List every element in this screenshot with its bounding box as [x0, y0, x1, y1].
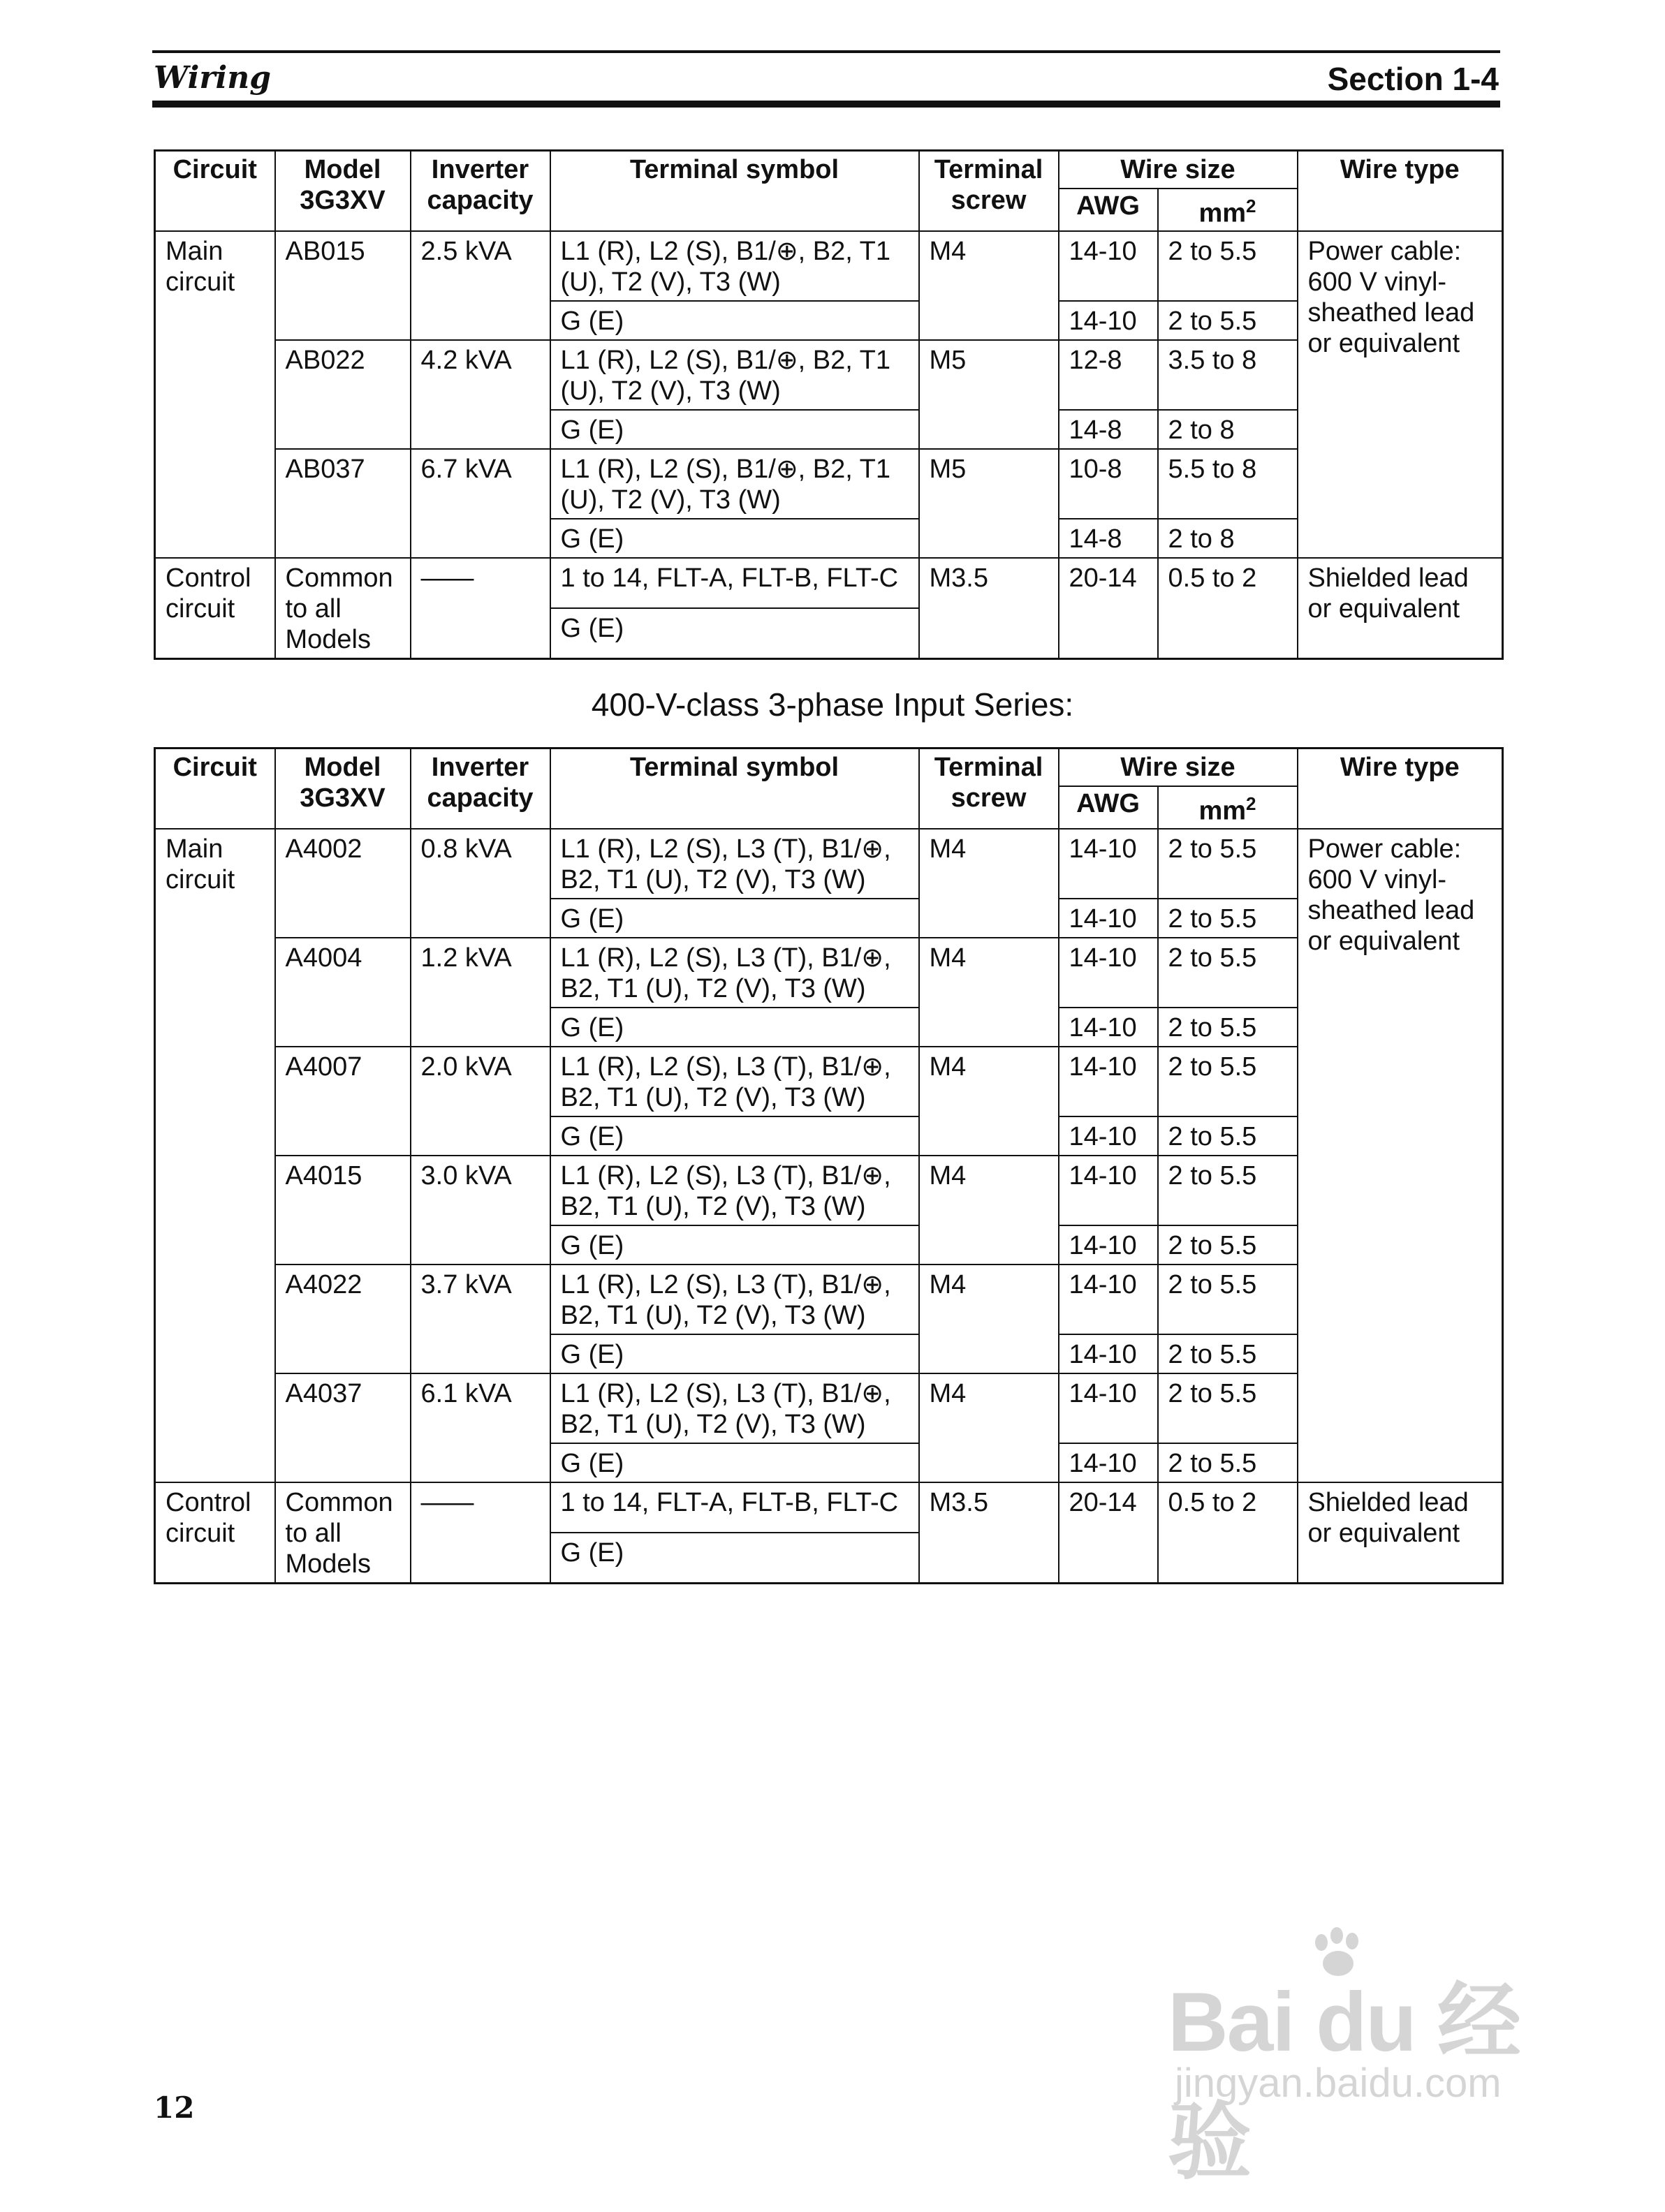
awg-cell: 20-14 [1059, 1482, 1158, 1584]
capacity-cell: —— [411, 558, 550, 659]
awg-cell: 14-10 [1059, 1443, 1158, 1482]
awg-cell: 14-8 [1059, 410, 1158, 449]
awg-cell: 14-10 [1059, 301, 1158, 340]
model-cell: A4022 [275, 1264, 411, 1373]
header-model: Model 3G3XV [275, 151, 411, 231]
header-section-name: Wiring [154, 60, 272, 96]
header-mm2: $mm^2$ [1158, 189, 1298, 231]
capacity-cell: 4.2 kVA [411, 340, 550, 449]
awg-cell: 14-8 [1059, 519, 1158, 558]
terminal-screw-cell: M4 [919, 1156, 1059, 1264]
header-terminal-screw: Terminal screw [919, 151, 1059, 231]
terminal-symbol-cell: L1 (R), L2 (S), L3 (T), B1/⊕, B2, T1 (U), T2 (V), T3 (W) [550, 1373, 919, 1443]
awg-cell: 14-10 [1059, 1334, 1158, 1373]
header-capacity: Inverter capacity [411, 151, 550, 231]
ground-symbol-cell: G (E) [550, 1116, 919, 1156]
mm2-cell: 2 to 5.5 [1158, 301, 1298, 340]
header-wire-type: Wire type [1298, 749, 1503, 829]
awg-cell: 10-8 [1059, 449, 1158, 519]
mm2-cell: 2 to 5.5 [1158, 938, 1298, 1008]
table-row [155, 1482, 1503, 1533]
circuit-cell: Main circuit [155, 231, 275, 558]
terminal-symbol-cell: L1 (R), L2 (S), L3 (T), B1/⊕, B2, T1 (U), T2 (V), T3 (W) [550, 829, 919, 899]
header-capacity: Inverter capacity [411, 749, 550, 829]
ground-symbol-cell: G (E) [550, 1008, 919, 1047]
terminal-screw-cell: M5 [919, 449, 1059, 558]
header-wire-size: Wire size [1059, 151, 1298, 189]
ground-symbol-cell: G (E) [550, 608, 919, 659]
awg-cell: 14-10 [1059, 1264, 1158, 1334]
mm2-cell: 0.5 to 2 [1158, 558, 1298, 659]
model-cell: Common to all Models [275, 558, 411, 659]
ground-symbol-cell: G (E) [550, 1225, 919, 1264]
terminal-symbol-cell: L1 (R), L2 (S), L3 (T), B1/⊕, B2, T1 (U), T2 (V), T3 (W) [550, 1047, 919, 1116]
mm2-cell: 2 to 5.5 [1158, 1334, 1298, 1373]
capacity-cell: 3.7 kVA [411, 1264, 550, 1373]
capacity-cell: 6.1 kVA [411, 1373, 550, 1482]
mm2-cell: 2 to 8 [1158, 410, 1298, 449]
capacity-cell: 1.2 kVA [411, 938, 550, 1047]
model-cell: A4015 [275, 1156, 411, 1264]
model-cell: AB037 [275, 449, 411, 558]
ground-symbol-cell: G (E) [550, 1443, 919, 1482]
mm2-cell: 2 to 5.5 [1158, 1264, 1298, 1334]
mm2-cell: 2 to 5.5 [1158, 1047, 1298, 1116]
model-cell: AB015 [275, 231, 411, 340]
header-rule-bottom [152, 101, 1500, 108]
terminal-symbol-cell: 1 to 14, FLT-A, FLT-B, FLT-C [550, 1482, 919, 1533]
model-cell: AB022 [275, 340, 411, 449]
mm2-cell: 2 to 5.5 [1158, 899, 1298, 938]
mm2-cell: 2 to 8 [1158, 519, 1298, 558]
terminal-screw-cell: M3.5 [919, 558, 1059, 659]
awg-cell: 14-10 [1059, 1047, 1158, 1116]
circuit-cell: Main circuit [155, 829, 275, 1482]
awg-cell: 14-10 [1059, 1008, 1158, 1047]
ground-symbol-cell: G (E) [550, 519, 919, 558]
header-rule-top [152, 50, 1500, 53]
mm2-cell: 3.5 to 8 [1158, 340, 1298, 410]
page-number: 12 [154, 2091, 195, 2125]
mm2-cell: 2 to 5.5 [1158, 1008, 1298, 1047]
capacity-cell: 0.8 kVA [411, 829, 550, 938]
terminal-screw-cell: M4 [919, 938, 1059, 1047]
header-circuit: Circuit [155, 749, 275, 829]
mm2-cell: 2 to 5.5 [1158, 1373, 1298, 1443]
terminal-screw-cell: M4 [919, 1047, 1059, 1156]
header-terminal-symbol: Terminal symbol [550, 151, 919, 231]
wire-type-cell: Shielded lead or equivalent [1298, 1482, 1503, 1584]
terminal-screw-cell: M3.5 [919, 1482, 1059, 1584]
model-cell: A4007 [275, 1047, 411, 1156]
wire-type-cell: Power cable: 600 V vinyl-sheathed lead or equivalent [1298, 231, 1503, 558]
circuit-cell: Control circuit [155, 558, 275, 659]
awg-cell: 14-10 [1059, 829, 1158, 899]
capacity-cell: 3.0 kVA [411, 1156, 550, 1264]
terminal-symbol-cell: L1 (R), L2 (S), L3 (T), B1/⊕, B2, T1 (U), T2 (V), T3 (W) [550, 1264, 919, 1334]
terminal-screw-cell: M4 [919, 1373, 1059, 1482]
capacity-cell: 2.5 kVA [411, 231, 550, 340]
awg-cell: 14-10 [1059, 231, 1158, 301]
header-awg: AWG [1059, 189, 1158, 231]
model-cell: A4037 [275, 1373, 411, 1482]
header-awg: AWG [1059, 786, 1158, 829]
table-row [155, 231, 1503, 301]
watermark-url: jingyan.baidu.com [1175, 2060, 1502, 2106]
mm2-cell: 2 to 5.5 [1158, 231, 1298, 301]
capacity-cell: 2.0 kVA [411, 1047, 550, 1156]
wiring-table-200v [154, 149, 1504, 660]
model-cell: Common to all Models [275, 1482, 411, 1584]
capacity-cell: 6.7 kVA [411, 449, 550, 558]
awg-cell: 14-10 [1059, 1373, 1158, 1443]
awg-cell: 12-8 [1059, 340, 1158, 410]
wiring-table-400v [154, 747, 1504, 1584]
terminal-symbol-cell: L1 (R), L2 (S), B1/⊕, B2, T1 (U), T2 (V), T3 (W) [550, 231, 919, 301]
awg-cell: 14-10 [1059, 938, 1158, 1008]
ground-symbol-cell: G (E) [550, 1334, 919, 1373]
mm2-cell: 2 to 5.5 [1158, 1443, 1298, 1482]
mm2-cell: 0.5 to 2 [1158, 1482, 1298, 1584]
header-mm2: $mm^2$ [1158, 786, 1298, 829]
table-row [155, 829, 1503, 899]
terminal-screw-cell: M4 [919, 231, 1059, 340]
mm2-cell: 2 to 5.5 [1158, 1156, 1298, 1225]
model-cell: A4004 [275, 938, 411, 1047]
ground-symbol-cell: G (E) [550, 899, 919, 938]
header-section-number: Section 1-4 [1327, 61, 1499, 97]
awg-cell: 20-14 [1059, 558, 1158, 659]
circuit-cell: Control circuit [155, 1482, 275, 1584]
mm2-cell: 5.5 to 8 [1158, 449, 1298, 519]
header-terminal-symbol: Terminal symbol [550, 749, 919, 829]
wire-type-cell: Shielded lead or equivalent [1298, 558, 1503, 659]
terminal-screw-cell: M5 [919, 340, 1059, 449]
terminal-symbol-cell: 1 to 14, FLT-A, FLT-B, FLT-C [550, 558, 919, 608]
mm2-cell: 2 to 5.5 [1158, 1225, 1298, 1264]
mm2-cell: 2 to 5.5 [1158, 829, 1298, 899]
model-cell: A4002 [275, 829, 411, 938]
table-row [155, 558, 1503, 608]
terminal-symbol-cell: L1 (R), L2 (S), L3 (T), B1/⊕, B2, T1 (U), T2 (V), T3 (W) [550, 938, 919, 1008]
mm2-cell: 2 to 5.5 [1158, 1116, 1298, 1156]
terminal-screw-cell: M4 [919, 1264, 1059, 1373]
watermark-logo: Bai du 经验 [1168, 1975, 1520, 2189]
terminal-symbol-cell: L1 (R), L2 (S), L3 (T), B1/⊕, B2, T1 (U), T2 (V), T3 (W) [550, 1156, 919, 1225]
series-title: 400-V-class 3-phase Input Series: [591, 686, 1074, 723]
terminal-symbol-cell: L1 (R), L2 (S), B1/⊕, B2, T1 (U), T2 (V), T3 (W) [550, 449, 919, 519]
header-model: Model 3G3XV [275, 749, 411, 829]
ground-symbol-cell: G (E) [550, 301, 919, 340]
terminal-symbol-cell: L1 (R), L2 (S), B1/⊕, B2, T1 (U), T2 (V), T3 (W) [550, 340, 919, 410]
awg-cell: 14-10 [1059, 1225, 1158, 1264]
header-terminal-screw: Terminal screw [919, 749, 1059, 829]
wire-type-cell: Power cable: 600 V vinyl-sheathed lead or equivalent [1298, 829, 1503, 1482]
header-wire-size: Wire size [1059, 749, 1298, 787]
ground-symbol-cell: G (E) [550, 410, 919, 449]
header-circuit: Circuit [155, 151, 275, 231]
header-wire-type: Wire type [1298, 151, 1503, 231]
ground-symbol-cell: G (E) [550, 1533, 919, 1584]
capacity-cell: —— [411, 1482, 550, 1584]
baidu-watermark [1168, 1927, 1559, 2189]
terminal-screw-cell: M4 [919, 829, 1059, 938]
awg-cell: 14-10 [1059, 1116, 1158, 1156]
awg-cell: 14-10 [1059, 899, 1158, 938]
awg-cell: 14-10 [1059, 1156, 1158, 1225]
